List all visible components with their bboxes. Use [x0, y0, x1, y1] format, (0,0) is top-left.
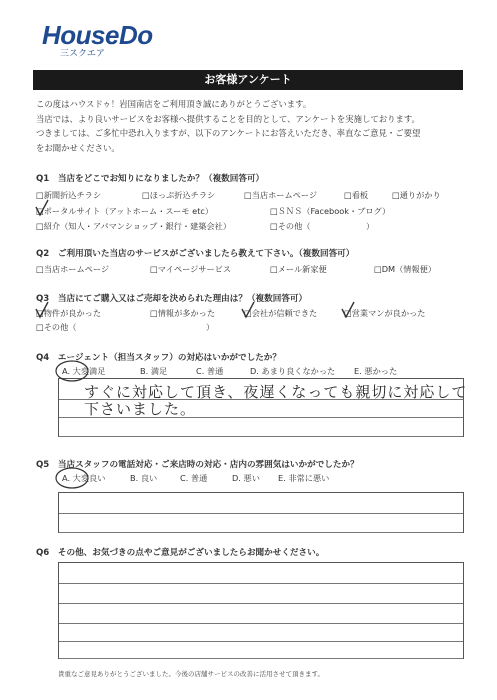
q3-option-close: ） [206, 322, 215, 332]
q4-option[interactable]: D. あまり良くなかった [250, 366, 336, 376]
q2-option[interactable]: □当店ホームページ [36, 264, 110, 274]
check-mark [36, 302, 48, 317]
footer-note: 貴重なご意見ありがとうございました。今後の店舗サービスの改善に活用させて頂きます。 [58, 670, 324, 678]
q1-option[interactable]: □ポータルサイト（アットホーム・スーモ etc） [36, 206, 214, 216]
q4-question: Q4 エージェント（担当スタッフ）の対応はいかがでしたか？ [36, 353, 281, 363]
q3-option[interactable]: □物件が良かった [36, 308, 102, 318]
q1-option[interactable]: □通りがかり [392, 190, 441, 200]
q5-option[interactable]: E. 非常に悪い [278, 473, 330, 483]
q5-question: Q5 当店スタッフの電話対応・ご来店時の対応・店内の雰囲気はいかがでしたか？ [36, 460, 359, 470]
q3-question: Q3 当店にてご購入又はご売却を決められた理由は？（複数回答可） [36, 294, 308, 304]
logo-subtext: 三スクエア [60, 49, 105, 59]
q4-option[interactable]: B. 満足 [140, 366, 168, 376]
q5-option[interactable]: C. 普通 [180, 473, 208, 483]
q1-option[interactable]: □その他（ [270, 221, 311, 231]
q1-option[interactable]: □ほっぷ折込チラシ [142, 190, 216, 200]
q1-option[interactable]: □新聞折込チラシ [36, 190, 102, 200]
q1-option[interactable]: □ＳＮＳ（Facebook・ブログ） [270, 206, 391, 216]
q4-handwriting-line: すぐに対応して頂き、夜遅くなっても親切に対応して [84, 383, 468, 401]
intro-line: この度はハウスドゥ！岩国南店をご利用頂き誠にありがとうございます。 [36, 99, 312, 109]
intro-line: つきましては、ご多忙中恐れ入りますが、以下のアンケートにお答えいただき、率直なご意見・ご要望 [36, 128, 421, 138]
q2-question: Q2 ご利用頂いた当店のサービスがございましたら教えて下さい。（複数回答可） [36, 249, 355, 259]
check-mark [36, 200, 48, 215]
q5-option[interactable]: B. 良い [130, 473, 158, 483]
q6-question: Q6 その他、お気づきの点やご意見がございましたらお聞かせください。 [36, 548, 325, 558]
q1-option[interactable]: □看板 [344, 190, 369, 200]
q1-option[interactable]: □紹介（知人・アパマンショップ・銀行・建築会社） [36, 221, 232, 231]
q4-option[interactable]: E. 悪かった [354, 366, 398, 376]
q3-option[interactable]: □情報が多かった [150, 308, 216, 318]
q2-option[interactable]: □DM（情報便） [374, 264, 437, 274]
q3-option[interactable]: □営業マンが良かった [344, 308, 426, 318]
q2-option[interactable]: □メール新家便 [270, 264, 327, 274]
q1-option[interactable]: □当店ホームページ [244, 190, 318, 200]
q3-option[interactable]: □その他（ [36, 322, 77, 332]
q3-option[interactable]: □会社が信頼できた [244, 308, 318, 318]
q4-option[interactable]: A. 大変満足 [62, 366, 106, 376]
survey-title: お客様アンケート [33, 70, 463, 90]
q5-option[interactable]: D. 悪い [232, 473, 260, 483]
q1-option-close: ） [366, 221, 375, 231]
q4-handwriting-line: 下さいました。 [84, 400, 197, 418]
q2-option[interactable]: □マイページサービス [150, 264, 232, 274]
circle-mark [56, 361, 88, 381]
check-mark [342, 302, 354, 317]
intro-line: をお聞かせください。 [36, 142, 120, 153]
q4-option[interactable]: C. 普通 [196, 366, 224, 376]
intro-line: 当店では、より良いサービスをお客様へ提供することを目的として、アンケートを実施しております。 [36, 113, 420, 124]
check-mark [242, 302, 254, 317]
logo-text: HouseDo [42, 20, 153, 50]
circle-mark [56, 468, 88, 488]
q1-question: Q1 当店をどこでお知りになりましたか？（複数回答可） [36, 174, 265, 184]
q5-option[interactable]: A. 大変良い [62, 473, 106, 483]
